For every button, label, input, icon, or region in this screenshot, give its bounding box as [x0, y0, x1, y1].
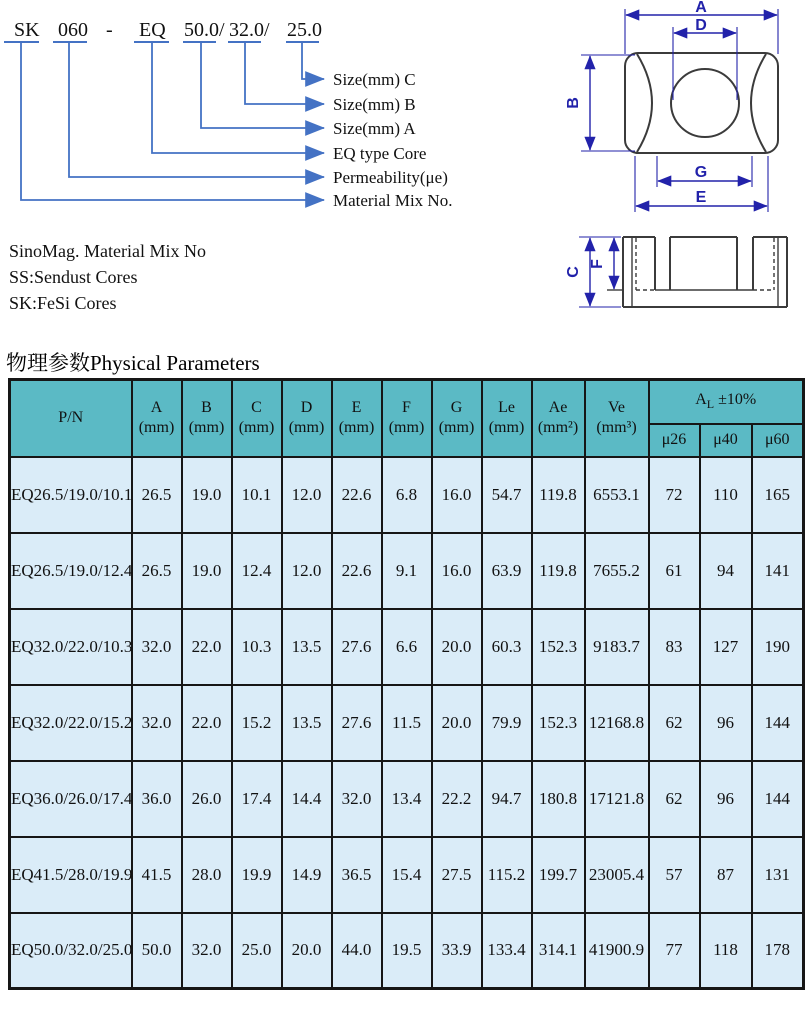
value-cell: 6.6	[382, 609, 432, 685]
pn-cell: EQ26.5/19.0/12.4	[10, 533, 132, 609]
col-header-ae	[532, 380, 585, 457]
dim-label-a: A	[695, 0, 707, 16]
pn-cell: EQ50.0/32.0/25.0	[10, 913, 132, 989]
value-cell: 190	[752, 609, 804, 685]
core-dimension-drawing	[555, 0, 810, 345]
value-cell: 26.0	[182, 761, 232, 837]
value-cell: 14.4	[282, 761, 332, 837]
value-cell: 6553.1	[585, 457, 649, 533]
al-subscript: L	[706, 397, 715, 412]
value-cell: 16.0	[432, 457, 482, 533]
col-header-ve	[585, 380, 649, 457]
col-unit: (mm)	[288, 419, 325, 437]
value-cell: 141	[752, 533, 804, 609]
value-cell: 14.9	[282, 837, 332, 913]
dim-label-d: D	[695, 17, 707, 34]
col-header-pn: P/N	[10, 380, 132, 457]
value-cell: 133.4	[482, 913, 532, 989]
col-header-le	[482, 380, 532, 457]
value-cell: 25.0	[232, 913, 282, 989]
value-cell: 41.5	[132, 837, 182, 913]
pn-segment-size-b: 32.0/	[229, 19, 270, 41]
table-body	[10, 457, 804, 989]
value-cell: 12168.8	[585, 685, 649, 761]
value-cell: 32.0	[132, 609, 182, 685]
value-cell: 19.9	[232, 837, 282, 913]
value-cell: 54.7	[482, 457, 532, 533]
value-cell: 22.6	[332, 533, 382, 609]
pn-segment-size-a: 50.0/	[184, 19, 225, 41]
value-cell: 94.7	[482, 761, 532, 837]
dim-label-e: E	[695, 189, 707, 206]
callout-size-b: Size(mm) B	[333, 95, 416, 114]
col-unit: (mm)	[238, 419, 275, 437]
value-cell: 144	[752, 761, 804, 837]
value-cell: 119.8	[532, 533, 585, 609]
col-header-f	[382, 380, 432, 457]
col-header-c	[232, 380, 282, 457]
col-name: Le	[498, 399, 515, 417]
dim-label-b: B	[565, 97, 582, 109]
col-unit: (mm²)	[537, 419, 579, 437]
pn-segment-size-c: 25.0	[287, 19, 322, 41]
callout-size-c: Size(mm) C	[333, 70, 416, 89]
callout-size-a: Size(mm) A	[333, 119, 416, 138]
col-unit: (mm)	[188, 419, 225, 437]
col-name: G	[450, 399, 463, 417]
table-row	[10, 609, 804, 685]
value-cell: 26.5	[132, 457, 182, 533]
pn-cell: EQ41.5/28.0/19.9	[10, 837, 132, 913]
value-cell: 61	[649, 533, 700, 609]
value-cell: 15.2	[232, 685, 282, 761]
col-unit: (mm)	[388, 419, 425, 437]
al-tolerance: ±10%	[714, 391, 757, 409]
col-header-u26: μ26	[649, 424, 700, 457]
value-cell: 13.5	[282, 685, 332, 761]
value-cell: 26.5	[132, 533, 182, 609]
value-cell: 144	[752, 685, 804, 761]
pn-cell: EQ26.5/19.0/10.1	[10, 457, 132, 533]
value-cell: 32.0	[132, 685, 182, 761]
col-name: A	[150, 399, 163, 417]
value-cell: 152.3	[532, 609, 585, 685]
value-cell: 10.1	[232, 457, 282, 533]
callout-permeability: Permeability(μe)	[333, 168, 448, 187]
dim-F	[589, 238, 614, 289]
col-name: E	[351, 399, 362, 417]
value-cell: 12.0	[282, 457, 332, 533]
value-cell: 131	[752, 837, 804, 913]
col-header-u60: μ60	[752, 424, 804, 457]
value-cell: 22.2	[432, 761, 482, 837]
note-line: SS:Sendust Cores	[9, 267, 138, 287]
col-name: B	[201, 399, 212, 417]
dim-D	[673, 17, 737, 100]
value-cell: 36.0	[132, 761, 182, 837]
value-cell: 6.8	[382, 457, 432, 533]
value-cell: 22.0	[182, 609, 232, 685]
value-cell: 13.4	[382, 761, 432, 837]
value-cell: 83	[649, 609, 700, 685]
value-cell: 22.0	[182, 685, 232, 761]
col-header-u40: μ40	[700, 424, 752, 457]
value-cell: 19.0	[182, 533, 232, 609]
col-header-a	[132, 380, 182, 457]
value-cell: 127	[700, 609, 752, 685]
dim-label-c: C	[565, 266, 582, 278]
pn-callout-lines	[21, 42, 324, 200]
value-cell: 23005.4	[585, 837, 649, 913]
col-name: Ve	[608, 399, 625, 417]
value-cell: 17121.8	[585, 761, 649, 837]
value-cell: 62	[649, 685, 700, 761]
physical-parameters-table	[8, 378, 805, 990]
col-name: F	[402, 399, 411, 417]
value-cell: 57	[649, 837, 700, 913]
value-cell: 115.2	[482, 837, 532, 913]
table-row	[10, 761, 804, 837]
dim-G	[657, 156, 752, 187]
table-row	[10, 685, 804, 761]
table-row	[10, 533, 804, 609]
value-cell: 12.0	[282, 533, 332, 609]
dim-C	[565, 237, 621, 307]
value-cell: 96	[700, 685, 752, 761]
col-header-al-group	[649, 380, 804, 424]
col-header-e	[332, 380, 382, 457]
col-name: Ae	[548, 399, 568, 417]
col-unit: (mm)	[438, 419, 475, 437]
value-cell: 7655.2	[585, 533, 649, 609]
value-cell: 36.5	[332, 837, 382, 913]
col-header-g	[432, 380, 482, 457]
value-cell: 165	[752, 457, 804, 533]
al-prefix: A	[695, 391, 707, 409]
value-cell: 28.0	[182, 837, 232, 913]
pn-segment-dash: -	[106, 19, 113, 41]
note-line: SK:FeSi Cores	[9, 293, 117, 313]
col-name: D	[300, 399, 313, 417]
table-row	[10, 837, 804, 913]
value-cell: 12.4	[232, 533, 282, 609]
value-cell: 118	[700, 913, 752, 989]
value-cell: 44.0	[332, 913, 382, 989]
table-header	[10, 380, 804, 457]
value-cell: 96	[700, 761, 752, 837]
value-cell: 180.8	[532, 761, 585, 837]
part-number-diagram	[0, 0, 555, 225]
value-cell: 72	[649, 457, 700, 533]
col-name: C	[251, 399, 262, 417]
value-cell: 63.9	[482, 533, 532, 609]
material-notes	[9, 238, 206, 316]
col-header-b	[182, 380, 232, 457]
value-cell: 79.9	[482, 685, 532, 761]
value-cell: 119.8	[532, 457, 585, 533]
value-cell: 314.1	[532, 913, 585, 989]
value-cell: 87	[700, 837, 752, 913]
value-cell: 20.0	[432, 685, 482, 761]
core-side-view	[607, 237, 787, 307]
value-cell: 178	[752, 913, 804, 989]
callout-core-type: EQ type Core	[333, 144, 427, 163]
value-cell: 19.5	[382, 913, 432, 989]
value-cell: 32.0	[182, 913, 232, 989]
value-cell: 199.7	[532, 837, 585, 913]
value-cell: 94	[700, 533, 752, 609]
col-unit: (mm)	[488, 419, 525, 437]
value-cell: 152.3	[532, 685, 585, 761]
value-cell: 50.0	[132, 913, 182, 989]
pn-segment-permeability: 060	[58, 19, 88, 41]
table-row	[10, 457, 804, 533]
value-cell: 27.6	[332, 609, 382, 685]
value-cell: 15.4	[382, 837, 432, 913]
dim-label-f: F	[589, 259, 606, 269]
value-cell: 19.0	[182, 457, 232, 533]
pn-cell: EQ36.0/26.0/17.4	[10, 761, 132, 837]
value-cell: 9.1	[382, 533, 432, 609]
pn-segment-material: SK	[14, 19, 40, 41]
value-cell: 110	[700, 457, 752, 533]
page-title: 物理参数Physical Parameters	[6, 351, 260, 375]
value-cell: 20.0	[282, 913, 332, 989]
pn-cell: EQ32.0/22.0/15.2	[10, 685, 132, 761]
value-cell: 11.5	[382, 685, 432, 761]
value-cell: 17.4	[232, 761, 282, 837]
col-unit: (mm)	[138, 419, 175, 437]
value-cell: 32.0	[332, 761, 382, 837]
value-cell: 13.5	[282, 609, 332, 685]
col-header-d	[282, 380, 332, 457]
value-cell: 41900.9	[585, 913, 649, 989]
pn-cell: EQ32.0/22.0/10.3	[10, 609, 132, 685]
dim-label-g: G	[694, 164, 708, 181]
value-cell: 27.5	[432, 837, 482, 913]
pn-segment-coretype: EQ	[139, 19, 166, 41]
value-cell: 20.0	[432, 609, 482, 685]
value-cell: 16.0	[432, 533, 482, 609]
value-cell: 10.3	[232, 609, 282, 685]
note-line: SinoMag. Material Mix No	[9, 241, 206, 261]
value-cell: 27.6	[332, 685, 382, 761]
col-unit: (mm)	[338, 419, 375, 437]
value-cell: 9183.7	[585, 609, 649, 685]
col-unit: (mm³)	[596, 419, 637, 437]
value-cell: 62	[649, 761, 700, 837]
core-top-view	[625, 53, 778, 153]
value-cell: 22.6	[332, 457, 382, 533]
value-cell: 77	[649, 913, 700, 989]
table-row	[10, 913, 804, 989]
value-cell: 33.9	[432, 913, 482, 989]
callout-material-mix: Material Mix No.	[333, 191, 453, 210]
value-cell: 60.3	[482, 609, 532, 685]
